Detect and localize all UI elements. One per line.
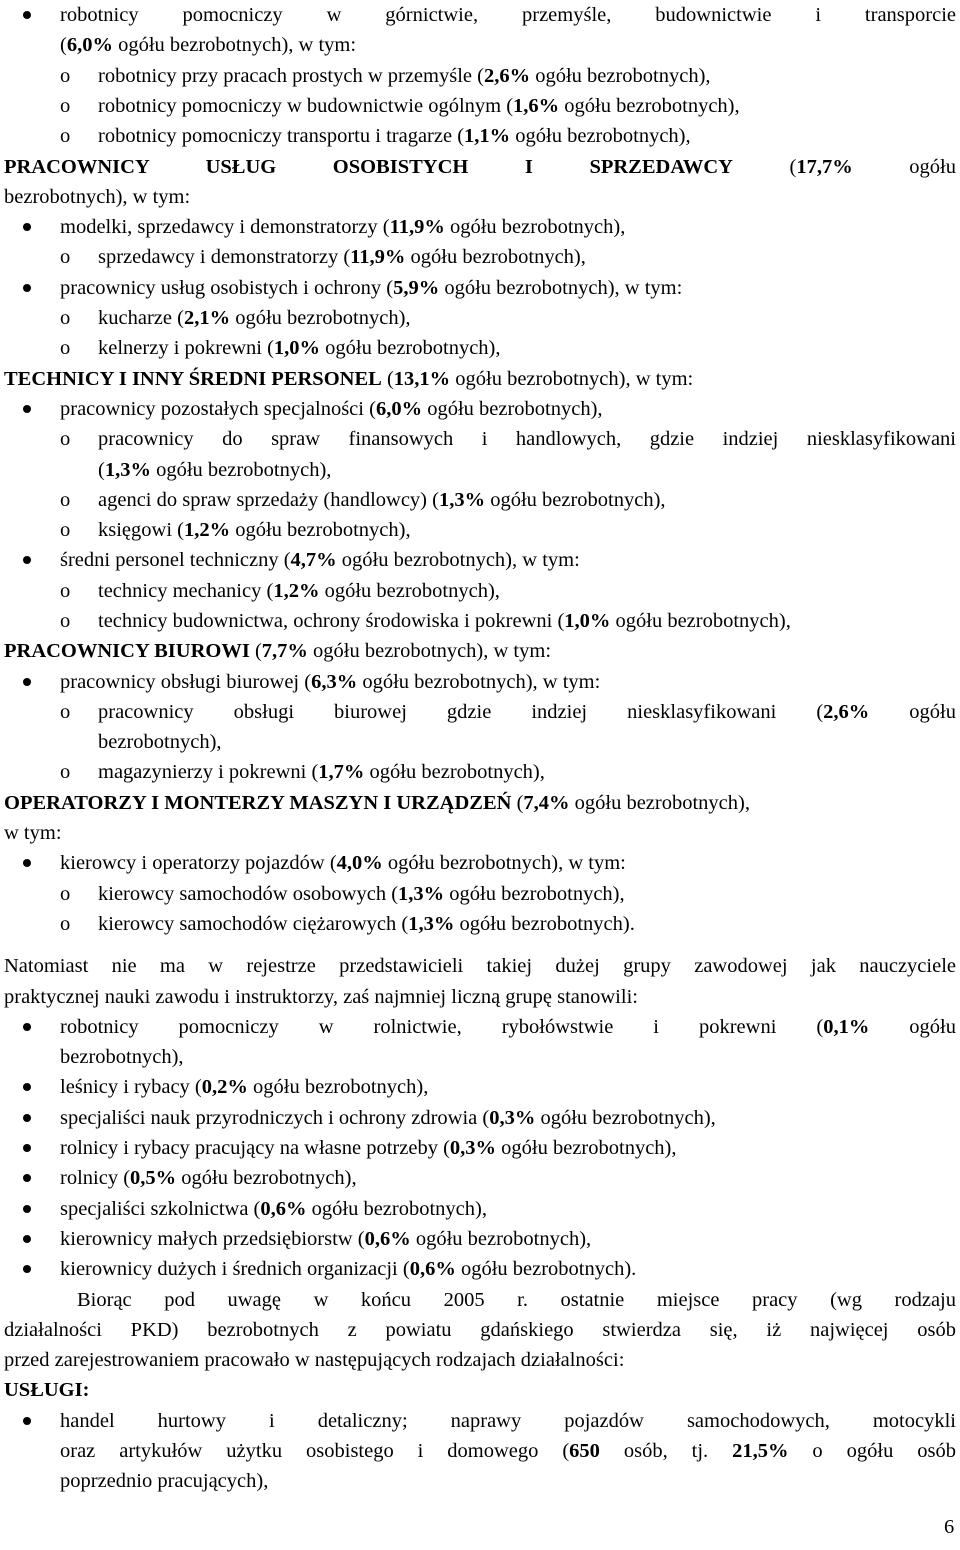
bold-text: 0,2% [201, 1076, 248, 1098]
bullet-dot-icon [23, 1144, 31, 1152]
text-run: Biorąc pod uwagę w końcu 2005 r. ostatnie miejsce pracy (wg rodzaju [77, 1289, 956, 1311]
text-run: ogółu bezrobotnych). [454, 913, 635, 935]
text-line [0, 485, 960, 515]
bold-text: 6,3% [311, 671, 358, 693]
text-run: ogółu bezrobotnych), [535, 1107, 716, 1129]
bullet-dot-icon [23, 405, 31, 413]
text-run: kierownicy małych przedsiębiorstw ( [60, 1228, 365, 1250]
text-run: oraz artykułów użytku osobistego i domowego ( [60, 1440, 570, 1462]
text-run: ogółu bezrobotnych), w tym: [336, 549, 580, 571]
text-run: bezrobotnych), [60, 1046, 184, 1068]
text-line [0, 636, 960, 666]
text-run: ( [381, 368, 394, 390]
bullet-dot-icon [23, 1235, 31, 1243]
text-run: przed zarejestrowaniem pracowało w następujących rodzajach działalności: [4, 1349, 625, 1371]
text-run: ogółu bezrobotnych), [320, 337, 501, 359]
line-text [60, 273, 682, 303]
text-run: ogółu [869, 1016, 956, 1038]
text-run: ogółu bezrobotnych), [176, 1167, 357, 1189]
text-line [0, 91, 960, 121]
bold-text: 21,5% [732, 1440, 789, 1462]
line-text [4, 788, 750, 818]
text-line [0, 182, 960, 212]
text-line [0, 576, 960, 606]
text-run: bezrobotnych), w tym: [4, 186, 191, 208]
bold-text: 1,2% [183, 519, 231, 541]
sub-bullet-marker: o [60, 125, 71, 147]
text-run: ogółu bezrobotnych). [455, 1258, 637, 1280]
bullet-dot-icon [23, 284, 31, 292]
text-run: ogółu bezrobotnych), w tym: [112, 34, 357, 56]
text-run: ogółu bezrobotnych), [306, 1198, 487, 1220]
text-line [0, 788, 960, 818]
line-text [60, 1194, 487, 1224]
sub-bullet-marker: o [60, 246, 71, 268]
bullet-dot-icon [23, 1205, 31, 1213]
sub-bullet-marker: o [60, 883, 71, 905]
sub-bullet-marker: o [60, 610, 71, 632]
bold-text: 17,7% [796, 156, 853, 178]
text-run: ogółu bezrobotnych), [405, 246, 586, 268]
text-line [0, 152, 960, 182]
text-run: pracownicy pozostałych specjalności ( [60, 398, 376, 420]
text-run: ogółu bezrobotnych), [230, 519, 411, 541]
text-run: robotnicy pomocniczy transportu i tragarze ( [98, 125, 465, 147]
text-run: ogółu bezrobotnych), [150, 459, 332, 481]
text-run: rolnicy i rybacy pracujący na własne potrzeby ( [60, 1137, 450, 1159]
line-text [60, 667, 600, 697]
sub-bullet-marker: o [60, 913, 71, 935]
text-line [0, 212, 960, 242]
text-run: modelki, sprzedawcy i demonstratorzy ( [60, 216, 390, 238]
text-run: osób, tj. [599, 1440, 733, 1462]
text-run: ( [511, 792, 524, 814]
bold-text: 0,3% [489, 1107, 536, 1129]
bold-text: 2,6% [483, 65, 531, 87]
text-line [0, 1194, 960, 1224]
line-text [98, 879, 625, 909]
bold-text: PRACOWNICY BIUROWI [4, 640, 250, 662]
line-text [98, 606, 791, 636]
line-text [60, 1133, 677, 1163]
text-line [0, 30, 960, 60]
line-text [60, 0, 956, 30]
text-run: kierowcy samochodów osobowych ( [98, 883, 399, 905]
text-run: specjaliści nauk przyrodniczych i ochrony zdrowia ( [60, 1107, 490, 1129]
text-line [0, 545, 960, 575]
text-run: ogółu [852, 156, 956, 178]
text-line [0, 515, 960, 545]
text-run: ( [98, 459, 105, 481]
text-line [0, 455, 960, 485]
sub-bullet-marker: o [60, 580, 71, 602]
text-line [0, 879, 960, 909]
line-text [4, 364, 693, 394]
text-run: ogółu bezrobotnych), [444, 216, 626, 238]
text-run: ( [60, 34, 67, 56]
text-run: księgowi ( [98, 519, 184, 541]
text-line [0, 951, 960, 981]
line-text [77, 1285, 956, 1315]
line-text [4, 182, 190, 212]
line-text [60, 1466, 268, 1496]
line-text [60, 1103, 716, 1133]
text-run: ogółu bezrobotnych), [410, 1228, 592, 1250]
bold-text: 7,4% [523, 792, 570, 814]
sub-bullet-marker: o [60, 701, 71, 723]
sub-bullet-marker: o [60, 307, 71, 329]
bullet-dot-icon [23, 1083, 31, 1091]
line-text [98, 909, 635, 939]
text-run: kucharze ( [98, 307, 184, 329]
line-text [60, 848, 626, 878]
text-run: ogółu bezrobotnych), [610, 610, 791, 632]
text-line [0, 818, 960, 848]
text-line [0, 757, 960, 787]
text-line [0, 1375, 960, 1405]
text-line [0, 1406, 960, 1436]
line-text [60, 1436, 956, 1466]
bold-text: PRACOWNICY USŁUG OSOBISTYCH I SPRZEDAWCY [4, 156, 733, 178]
line-text [4, 1345, 624, 1375]
text-line [0, 1315, 960, 1345]
bold-text: 1,3% [438, 489, 486, 511]
bold-text: 0,5% [130, 1167, 177, 1189]
line-text [60, 394, 603, 424]
line-text [98, 515, 411, 545]
line-text [98, 727, 222, 757]
text-line [0, 1436, 960, 1466]
line-text [4, 982, 638, 1012]
bold-text: 7,7% [261, 640, 308, 662]
text-line [0, 1133, 960, 1163]
bold-text: USŁUGI: [4, 1379, 90, 1401]
line-text [60, 30, 356, 60]
line-text [60, 1224, 591, 1254]
text-line [0, 394, 960, 424]
text-run: agenci do spraw sprzedaży (handlowcy) ( [98, 489, 439, 511]
line-text [98, 61, 711, 91]
bold-text: 0,1% [823, 1016, 870, 1038]
text-line [0, 1163, 960, 1193]
bold-text: 1,3% [398, 883, 445, 905]
text-line [0, 1466, 960, 1496]
line-text [98, 485, 666, 515]
text-run: o ogółu osób [788, 1440, 956, 1462]
text-run: ogółu [869, 701, 956, 723]
bold-text: 4,7% [290, 549, 337, 571]
text-run: ogółu bezrobotnych), [444, 883, 625, 905]
text-line [0, 303, 960, 333]
line-text [60, 1254, 636, 1284]
text-line [0, 273, 960, 303]
bold-text: 0,6% [260, 1198, 307, 1220]
text-run: ogółu bezrobotnych), [247, 1076, 429, 1098]
text-run: ogółu bezrobotnych), [230, 307, 411, 329]
sub-bullet-marker: o [60, 489, 71, 511]
line-text [4, 951, 956, 981]
bold-text: 11,9% [389, 216, 445, 238]
text-run: średni personel techniczny ( [60, 549, 291, 571]
line-text [60, 1406, 956, 1436]
text-line [0, 1345, 960, 1375]
text-run: działalności PKD) bezrobotnych z powiatu gdańskiego stwierdza się, iż najwięcej osób [4, 1319, 956, 1341]
text-run: kierowcy i operatorzy pojazdów ( [60, 852, 337, 874]
line-text [4, 636, 551, 666]
line-text [4, 818, 62, 848]
line-text [4, 1315, 956, 1345]
line-text [60, 1163, 357, 1193]
line-text [98, 91, 740, 121]
text-line [0, 667, 960, 697]
line-text [98, 697, 956, 727]
line-text [98, 576, 500, 606]
bold-text: 6,0% [66, 34, 113, 56]
bullet-dot-icon [23, 223, 31, 231]
text-run: ogółu bezrobotnych), [559, 95, 740, 117]
text-run: pracownicy do spraw finansowych i handlowych, gdzie indziej niesklasyfikowani [98, 428, 956, 450]
line-text [60, 545, 580, 575]
bold-text: 0,6% [364, 1228, 411, 1250]
bold-text: 1,1% [464, 125, 511, 147]
bullet-dot-icon [23, 1417, 31, 1425]
sub-bullet-marker: o [60, 65, 71, 87]
text-run: technicy budownictwa, ochrony środowiska i pokrewni ( [98, 610, 565, 632]
bold-text: 2,1% [183, 307, 231, 329]
sub-bullet-marker: o [60, 337, 71, 359]
text-run: ogółu bezrobotnych), [569, 792, 750, 814]
line-text [98, 303, 411, 333]
text-line [0, 909, 960, 939]
line-text [60, 1072, 428, 1102]
bold-text: 2,6% [823, 701, 870, 723]
text-run: leśnicy i rybacy ( [60, 1076, 202, 1098]
line-text [98, 242, 586, 272]
text-run: ogółu bezrobotnych), [422, 398, 603, 420]
bold-text: 1,7% [318, 761, 365, 783]
text-line [0, 1012, 960, 1042]
text-run: ogółu bezrobotnych), [510, 125, 691, 147]
text-line [0, 1254, 960, 1284]
text-run: technicy mechanicy ( [98, 580, 274, 602]
text-line [0, 242, 960, 272]
line-text [60, 1012, 956, 1042]
text-run: ogółu bezrobotnych), [364, 761, 545, 783]
bullet-dot-icon [23, 859, 31, 867]
text-run: pracownicy usług osobistych i ochrony ( [60, 277, 394, 299]
text-line [0, 0, 960, 30]
text-line [0, 606, 960, 636]
bold-text: 1,0% [273, 337, 321, 359]
bullet-dot-icon [23, 1114, 31, 1122]
text-line [0, 1224, 960, 1254]
text-line [0, 1042, 960, 1072]
text-run: praktycznej nauki zawodu i instruktorzy, zaś najmniej liczną grupę stanowili: [4, 986, 638, 1008]
text-run: ogółu bezrobotnych), [319, 580, 500, 602]
line-text [98, 424, 956, 454]
text-run: poprzednio pracujących), [60, 1470, 269, 1492]
text-run: magazynierzy i pokrewni ( [98, 761, 319, 783]
text-run: sprzedawcy i demonstratorzy ( [98, 246, 351, 268]
text-run: ogółu bezrobotnych), w tym: [382, 852, 626, 874]
text-run: ogółu bezrobotnych), w tym: [439, 277, 683, 299]
text-line [0, 982, 960, 1012]
bullet-dot-icon [23, 1265, 31, 1273]
text-run: w tym: [4, 822, 62, 844]
text-run: ogółu bezrobotnych), w tym: [357, 671, 601, 693]
text-line [0, 697, 960, 727]
bullet-dot-icon [23, 11, 31, 19]
bold-text: 0,3% [449, 1137, 497, 1159]
text-run: robotnicy pomocniczy w budownictwie ogólnym ( [98, 95, 514, 117]
sub-bullet-marker: o [60, 95, 71, 117]
bold-text: 11,9% [350, 246, 406, 268]
text-run: ogółu bezrobotnych), w tym: [450, 368, 694, 390]
text-run: robotnicy pomocniczy w górnictwie, przemyśle, budownictwie i transporcie [60, 4, 956, 26]
text-run: handel hurtowy i detaliczny; naprawy pojazdów samochodowych, motocykli [60, 1410, 956, 1432]
text-run: ( [249, 640, 262, 662]
text-line [0, 1072, 960, 1102]
bold-text: 13,1% [393, 368, 451, 390]
line-text [98, 455, 331, 485]
text-run: rolnicy ( [60, 1167, 131, 1189]
text-line [0, 61, 960, 91]
line-text [98, 121, 691, 151]
text-run: ogółu bezrobotnych), [496, 1137, 677, 1159]
bold-text: 4,0% [336, 852, 383, 874]
bullet-dot-icon [23, 556, 31, 564]
text-line [0, 333, 960, 363]
text-run: kierownicy dużych i średnich organizacji ( [60, 1258, 410, 1280]
text-run: ogółu bezrobotnych), [530, 65, 711, 87]
bold-text: 1,3% [408, 913, 455, 935]
text-line [0, 424, 960, 454]
line-text [60, 212, 625, 242]
bold-text: 650 [569, 1440, 600, 1462]
text-run: robotnicy przy pracach prostych w przemyśle ( [98, 65, 484, 87]
bold-text: TECHNICY I INNY ŚREDNI PERSONEL [4, 368, 382, 390]
text-run: specjaliści szkolnictwa ( [60, 1198, 261, 1220]
bold-text: 0,6% [409, 1258, 456, 1280]
bullet-dot-icon [23, 678, 31, 686]
line-text [60, 1042, 184, 1072]
text-run: pracownicy obsługi biurowej ( [60, 671, 312, 693]
bold-text: OPERATORZY I MONTERZY MASZYN I URZĄDZEŃ [4, 792, 512, 814]
bold-text: 1,2% [273, 580, 320, 602]
text-run: ( [732, 156, 797, 178]
bullet-dot-icon [23, 1023, 31, 1031]
text-line [0, 1103, 960, 1133]
bold-text: 5,9% [393, 277, 440, 299]
line-text [98, 333, 501, 363]
text-run: ogółu bezrobotnych), w tym: [307, 640, 552, 662]
text-run: kelnerzy i pokrewni ( [98, 337, 274, 359]
line-text [98, 757, 545, 787]
bullet-dot-icon [23, 1174, 31, 1182]
text-line [0, 848, 960, 878]
bold-text: 6,0% [375, 398, 423, 420]
sub-bullet-marker: o [60, 428, 71, 450]
text-line [0, 727, 960, 757]
text-run: pracownicy obsługi biurowej gdzie indziej niesklasyfikowani ( [98, 701, 824, 723]
sub-bullet-marker: o [60, 519, 71, 541]
text-run: bezrobotnych), [98, 731, 222, 753]
text-run: robotnicy pomocniczy w rolnictwie, rybołówstwie i pokrewni ( [60, 1016, 824, 1038]
bold-text: 1,6% [513, 95, 560, 117]
text-run: ogółu bezrobotnych), [485, 489, 666, 511]
text-line [0, 364, 960, 394]
text-run: Natomiast nie ma w rejestrze przedstawicieli takiej dużej grupy zawodowej jak nauczyciele [4, 955, 956, 977]
line-text [4, 152, 956, 182]
text-line [0, 121, 960, 151]
text-line [0, 1285, 960, 1315]
bold-text: 1,3% [104, 459, 151, 481]
page-number: 6 [944, 1516, 955, 1538]
text-run: kierowcy samochodów ciężarowych ( [98, 913, 409, 935]
line-text [4, 1375, 89, 1405]
bold-text: 1,0% [564, 610, 611, 632]
sub-bullet-marker: o [60, 761, 71, 783]
